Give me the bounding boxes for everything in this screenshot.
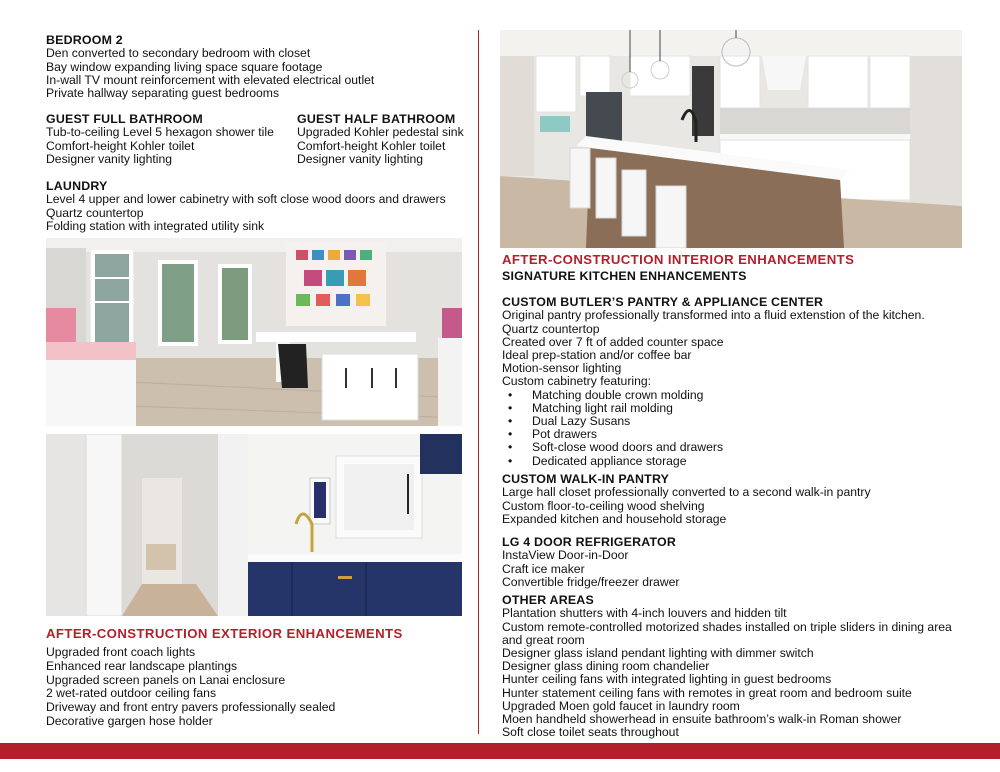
bedroom2-line: In-wall TV mount reinforcement with elevated electrical outlet (46, 72, 375, 87)
exterior-line: Enhanced rear landscape plantings (46, 658, 238, 673)
kitchen-photo (500, 30, 962, 248)
bullet-dot: • (508, 414, 513, 429)
bedroom2-line: Private hallway separating guest bedrooms (46, 86, 280, 101)
refrigerator-title: LG 4 DOOR REFRIGERATOR (502, 535, 676, 549)
cabinetry-bullet-text: Matching double crown molding (532, 387, 704, 402)
other-areas-section (502, 594, 952, 739)
other-areas-line: and great room (502, 632, 585, 647)
guest-full-bath-line: Designer vanity lighting (46, 151, 173, 166)
laundry-section (46, 180, 446, 233)
guest-full-bath-section (46, 113, 274, 166)
other-areas-line: Moen handheld showerhead in ensuite bathroom’s walk-in Roman shower (502, 712, 902, 727)
guest-half-bath-line: Comfort-height Kohler toilet (297, 138, 446, 153)
laundry-room-photo (46, 238, 462, 426)
walk-in-pantry-line: Large hall closet professionally converted to a second walk-in pantry (502, 485, 871, 500)
other-areas-line: Hunter ceiling fans with integrated lighting in guest bedrooms (502, 672, 832, 687)
exterior-line: Driveway and front entry pavers professionally sealed (46, 700, 336, 715)
other-areas-line: Custom remote-controlled motorized shades installed on triple sliders in dining area (502, 619, 952, 634)
bedroom2-title: BEDROOM 2 (46, 33, 123, 47)
butler-pantry-line: Original pantry professionally transformed into a fluid extenstion of the kitchen. (502, 308, 925, 323)
butler-pantry-line: Motion-sensor lighting (502, 361, 622, 376)
exterior-line: Decorative gargen hose holder (46, 713, 213, 728)
bullet-dot: • (508, 453, 513, 468)
guest-half-bath-section (297, 113, 464, 166)
bullet-dot: • (508, 440, 513, 455)
interior-enhancements-title: AFTER-CONSTRUCTION INTERIOR ENHANCEMENTS (502, 252, 855, 267)
kitchen-photo-art (500, 30, 962, 248)
guest-full-bath-line: Comfort-height Kohler toilet (46, 138, 195, 153)
laundry-sink-photo-art (46, 434, 462, 616)
bedroom2-line: Den converted to secondary bedroom with closet (46, 46, 311, 61)
guest-full-bath-title: GUEST FULL BATHROOM (46, 112, 203, 126)
exterior-list (46, 646, 335, 729)
exterior-line: Upgraded screen panels on Lanai enclosure (46, 672, 286, 687)
bedroom2-line: Bay window expanding living space square footage (46, 59, 323, 74)
laundry-title: LAUNDRY (46, 179, 108, 193)
other-areas-title: OTHER AREAS (502, 593, 594, 607)
cabinetry-bullet-text: Dedicated appliance storage (532, 453, 687, 468)
butler-pantry-line: Quartz countertop (502, 321, 600, 336)
refrigerator-line: Craft ice maker (502, 561, 585, 576)
cabinetry-bullet-text: Dual Lazy Susans (532, 414, 631, 429)
walk-in-pantry-line: Expanded kitchen and household storage (502, 511, 727, 526)
bullet-dot: • (508, 400, 513, 415)
guest-full-bath-line: Tub-to-ceiling Level 5 hexagon shower tile (46, 125, 274, 140)
other-areas-line: Soft close toilet seats throughout (502, 725, 679, 740)
laundry-line: Folding station with integrated utility sink (46, 218, 265, 233)
other-areas-line: Hunter statement ceiling fans with remotes in great room and bedroom suite (502, 685, 912, 700)
laundry-sink-photo (46, 434, 462, 616)
laundry-room-photo-art (46, 238, 462, 426)
other-areas-line: Designer glass dining room chandelier (502, 659, 710, 674)
footer-accent-bar (0, 743, 1000, 759)
bedroom2-section (46, 34, 374, 100)
guest-half-bath-title: GUEST HALF BATHROOM (297, 112, 456, 126)
butler-pantry-line: Custom cabinetry featuring: (502, 374, 652, 389)
refrigerator-line: InstaView Door-in-Door (502, 548, 629, 563)
bullet-dot: • (508, 427, 513, 442)
column-divider (478, 30, 479, 734)
walk-in-pantry-section (502, 473, 871, 526)
laundry-line: Level 4 upper and lower cabinetry with soft close wood doors and drawers (46, 192, 446, 207)
butler-pantry-title: CUSTOM BUTLER’S PANTRY & APPLIANCE CENTER (502, 295, 824, 309)
cabinetry-bullet-item (502, 455, 925, 468)
guest-half-bath-line: Upgraded Kohler pedestal sink (297, 125, 464, 140)
walk-in-pantry-line: Custom floor-to-ceiling wood shelving (502, 498, 705, 513)
other-areas-line: Designer glass island pendant lighting with dimmer switch (502, 646, 814, 661)
cabinetry-bullet-text: Soft-close wood doors and drawers (532, 440, 724, 455)
refrigerator-line: Convertible fridge/freezer drawer (502, 574, 680, 589)
exterior-line: 2 wet-rated outdoor ceiling fans (46, 686, 217, 701)
laundry-line: Quartz countertop (46, 205, 144, 220)
refrigerator-section (502, 536, 679, 589)
kitchen-enhancements-title: SIGNATURE KITCHEN ENHANCEMENTS (502, 269, 747, 283)
cabinetry-bullet-text: Pot drawers (532, 427, 598, 442)
bullet-dot: • (508, 387, 513, 402)
exterior-line: Upgraded front coach lights (46, 645, 196, 659)
walk-in-pantry-title: CUSTOM WALK-IN PANTRY (502, 472, 670, 486)
guest-half-bath-line: Designer vanity lighting (297, 151, 424, 166)
other-areas-line: Upgraded Moen gold faucet in laundry room (502, 698, 740, 713)
butler-pantry-line: Ideal prep-station and/or coffee bar (502, 348, 692, 363)
other-areas-line: Plantation shutters with 4-inch louvers and hidden tilt (502, 606, 787, 621)
butler-pantry-section (502, 296, 925, 468)
cabinetry-bullet-text: Matching light rail molding (532, 400, 673, 415)
exterior-enhancements-title: AFTER-CONSTRUCTION EXTERIOR ENHANCEMENTS (46, 626, 403, 641)
butler-pantry-line: Created over 7 ft of added counter space (502, 334, 724, 349)
